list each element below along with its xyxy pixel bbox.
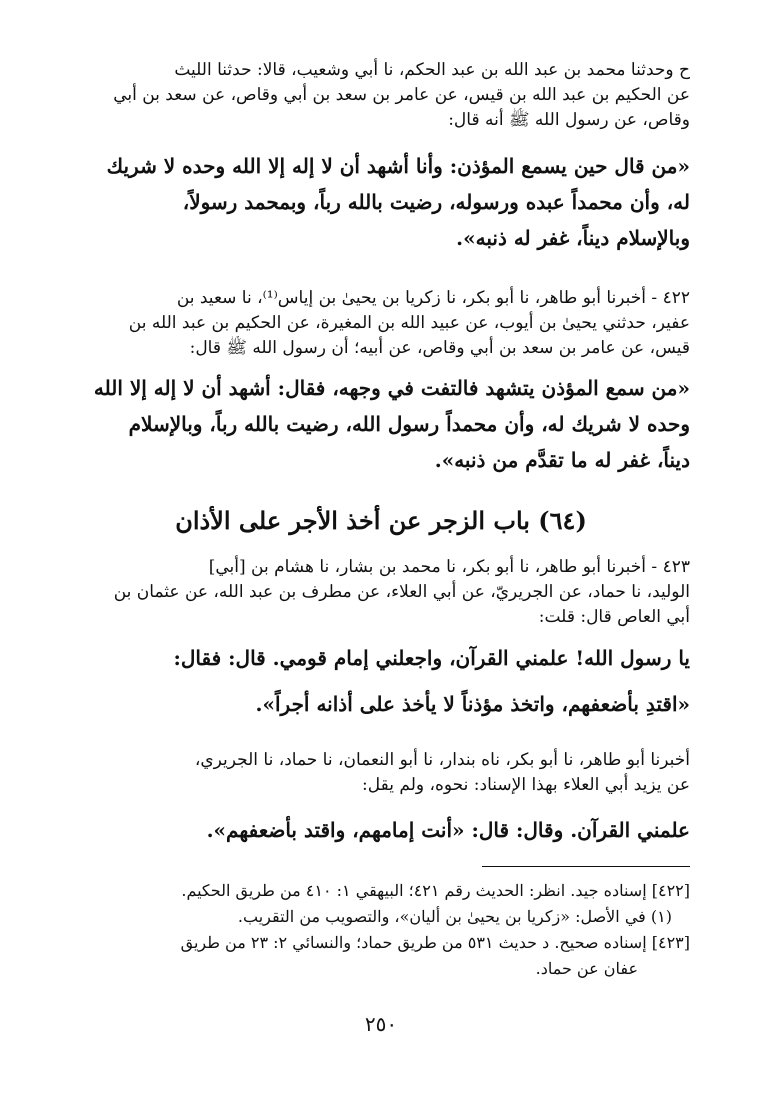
hadith-text-2 xyxy=(80,370,690,478)
opening-isnad xyxy=(80,58,690,133)
text-line: ٤٢٢ - أخبرنا أبو طاهر، نا أبو بكر، نا زكريا بن يحيىٰ بن إياس⁽¹⁾، نا سعيد بن xyxy=(176,288,690,308)
narration-422 xyxy=(80,286,690,361)
footnote-line: [٤٢٣] إسناده صحيح. د حديث ٥٣١ من طريق حماد؛ والنسائي ٢: ٢٣ من طريق xyxy=(180,933,690,952)
text-line: عفير، حدثني يحيىٰ بن أيوب، عن عبيد الله بن المغيرة، عن الحكيم بن عبد الله بن xyxy=(128,313,690,333)
chapter-title: (٦٤) باب الزجر عن أخذ الأجر على الأذان xyxy=(175,506,587,535)
hadith-text-4 xyxy=(80,812,690,848)
text-line: وحده لا شريك له، وأن محمداً رسول الله، رضيت بالله رباً، وبالإسلام xyxy=(128,412,690,436)
text-line: علمني القرآن. وقال: قال: «أنت إمامهم، واقتد بأضعفهم». xyxy=(206,818,690,842)
footnote-line: (١) في الأصل: «زكريا بن يحيىٰ بن أليان»، والتصويب من التقريب. xyxy=(237,907,672,926)
text-line: يا رسول الله! علمني القرآن، واجعلني إمام قومي. قال: فقال: xyxy=(173,646,690,670)
text-line: ٤٢٣ - أخبرنا أبو طاهر، نا أبو بكر، نا محمد بن بشار، نا هشام بن [أبي] xyxy=(208,557,690,577)
narration-423 xyxy=(80,555,690,630)
text-line: الوليد، نا حماد، عن الجريريّ، عن أبي العلاء، عن مطرف بن عبد الله، عن عثمان بن xyxy=(113,582,690,602)
text-line: أخبرنا أبو طاهر، نا أبو بكر، ناه بندار، نا أبو النعمان، نا حماد، نا الجريري، xyxy=(194,750,690,770)
text-line: وقاص، عن رسول الله ﷺ أنه قال: xyxy=(448,110,690,130)
footnote-separator xyxy=(482,866,690,867)
text-line: أبي العاص قال: قلت: xyxy=(538,607,690,627)
text-line: «من سمع المؤذن يتشهد فالتفت في وجهه، فقال: أشهد أن لا إله إلا الله xyxy=(93,376,690,400)
narration-423-alt xyxy=(80,748,690,798)
text-line: قيس، عن عامر بن سعد بن أبي وقاص، عن أبيه؛ أن رسول الله ﷺ قال: xyxy=(189,338,690,358)
text-line: وبالإسلام ديناً، غفر له ذنبه». xyxy=(456,226,690,250)
text-line: عن يزيد أبي العلاء بهذا الإسناد: نحوه، ولم يقل: xyxy=(362,775,690,795)
hadith-text-1 xyxy=(80,148,690,256)
text-line: له، وأن محمداً عبده ورسوله، رضيت بالله رباً، وبمحمد رسولاً، xyxy=(182,190,690,214)
text-line: ديناً، غفر له ما تقدَّم من ذنبه». xyxy=(434,448,690,472)
text-line: «من قال حين يسمع المؤذن: وأنا أشهد أن لا إله إلا الله وحده لا شريك xyxy=(106,154,690,178)
text-line: «اقتدِ بأضعفهم، واتخذ مؤذناً لا يأخذ على أذانه أجراً». xyxy=(255,692,690,716)
footnote-line: عفان عن حماد. xyxy=(535,959,638,978)
text-line: عن الحكيم بن عبد الله بن قيس، عن عامر بن سعد بن أبي وقاص، عن سعد بن أبي xyxy=(113,85,690,105)
footnote-line: [٤٢٢] إسناده جيد. انظر: الحديث رقم ٤٢١؛ البيهقي ١: ٤١٠ من طريق الحكيم. xyxy=(181,881,690,900)
footnotes xyxy=(80,878,690,982)
page-number: ٢٥٠ xyxy=(364,1012,398,1036)
text-line: ح وحدثنا محمد بن عبد الله بن عبد الحكم، نا أبي وشعيب، قالا: حدثنا الليث xyxy=(174,60,690,80)
hadith-text-3 xyxy=(80,640,690,722)
